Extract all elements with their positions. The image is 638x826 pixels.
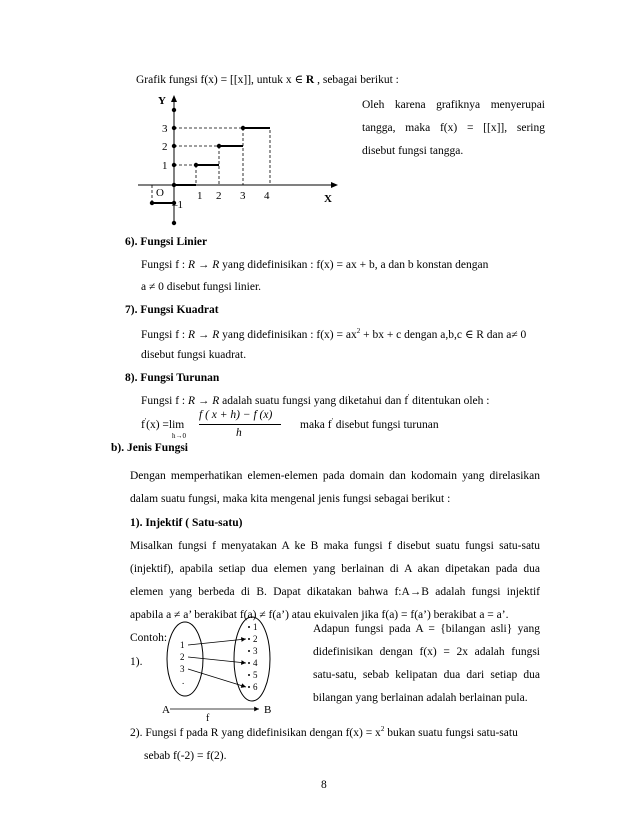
example-label: Contoh: (130, 632, 168, 644)
domain-set-A (167, 622, 203, 696)
graph-caption (136, 72, 399, 86)
function-map: R → R (187, 329, 220, 341)
linear-definition: Fungsi f : R → R yang didefinisikan : f(x) = ax + b, a dan b konstan dengan (141, 259, 489, 271)
quadratic-definition: Fungsi f : R → R yang didefinisikan : $f(x) = ax^2$ + bx + c dengan a,b,c ∈ R dan a≠ 0 (141, 327, 527, 341)
step-function-graph (130, 88, 350, 228)
codomain-element: 5 (253, 670, 258, 680)
y-tick-label: –1 (172, 199, 183, 211)
graph-note-line: disebut fungsi tangga. (362, 145, 464, 157)
codomain-element: 2 (253, 634, 258, 644)
limit-subscript: h→0 (172, 432, 186, 440)
paragraph-last-line: dalam suatu fungsi, maka kita mengenal jenis fungsi sebagai berikut : (130, 493, 451, 505)
graph-note-line: tangga, maka f(x) = [[x]], sering (362, 122, 545, 134)
derivative-definition: Fungsi f : R → R adalah suatu fungsi yang diketahui dan f' ditentukan oleh : (141, 393, 490, 407)
x-tick-label: 1 (197, 190, 203, 202)
function-label: f (206, 713, 210, 724)
fraction-bar (199, 424, 281, 425)
graph-caption-pre: Grafik fungsi f(x) = [[x]], untuk x (136, 74, 292, 86)
example-number: 1). (130, 656, 143, 668)
subsection-heading: 1). Injektif ( Satu-satu) (130, 517, 243, 529)
formula-tail: maka f' disebut fungsi turunan (300, 417, 439, 431)
section-heading: 7). Fungsi Kuadrat (125, 304, 219, 316)
set-label-A: A (162, 704, 170, 716)
x-tick-label: 2 (216, 190, 222, 202)
example-text: Adapun fungsi pada A = {bilangan asli} yang didefinisikan dengan f(x) = 2x adalah fungsi satu-satu, sebab kelipatan dua dari setiap dua (313, 623, 540, 681)
linear-definition-cont: a ≠ 0 disebut fungsi linier. (141, 281, 262, 293)
y-axis-label: Y (158, 95, 166, 107)
x-axis-label: X (324, 193, 332, 205)
x-tick-label: 4 (264, 190, 270, 202)
set-label-B: B (264, 704, 272, 716)
y-tick-label: 1 (162, 160, 168, 172)
formula-denominator: h (236, 427, 242, 439)
x-tick-label: 3 (240, 190, 246, 202)
domain-element: . (182, 676, 185, 686)
graph-caption-post: , sebagai berikut : (317, 74, 399, 86)
paragraph: Dengan memperhatikan elemen-elemen pada domain dan kodomain yang direlasikan (130, 470, 540, 482)
domain-element: 3 (180, 664, 185, 674)
codomain-set-B (234, 617, 270, 701)
y-tick-label: 3 (162, 123, 168, 135)
injective-paragraph-last: apabila a ≠ a’ berakibat f(a) ≠ f(a’) atau ekuivalen jika f(a) = f(a’) berakibat a = a’. (130, 609, 509, 621)
example-two: 2). Fungsi f pada R yang didefinisikan dengan $f(x) = x^2$ bukan suatu fungsi satu-satu (130, 725, 518, 739)
codomain-element: 1 (253, 622, 258, 632)
formula-lhs: f'(x) =lim (141, 417, 185, 431)
origin-label: O (156, 187, 164, 199)
example-text-last: bilangan yang berlainan adalah berlainan pula. (313, 692, 528, 704)
example-two-cont: sebab f(-2) = f(2). (144, 750, 227, 762)
section-heading: 6). Fungsi Linier (125, 236, 208, 248)
real-set-symbol: R (305, 74, 315, 86)
mapping-diagram (160, 614, 300, 724)
injective-paragraph: Misalkan fungsi f menyatakan A ke B maka fungsi f disebut suatu fungsi satu-satu (injektif), apabila setiap dua elemen yang berlainan di A akan dipetakan pada dua elemen yang berbeda di B. Dapat dikatakan bahwa f:A→B adalah fungsi injektif (130, 540, 540, 598)
step-segments (152, 128, 270, 203)
page-number: 8 (321, 779, 327, 791)
formula-numerator: f ( x + h) − f (x) (199, 409, 273, 421)
section-heading: b). Jenis Fungsi (111, 442, 189, 454)
function-map: R → R (187, 395, 220, 407)
domain-element: 2 (180, 652, 185, 662)
section-heading: 8). Fungsi Turunan (125, 372, 220, 384)
codomain-element: 3 (253, 646, 258, 656)
element-of-symbol: ∈ (294, 74, 304, 86)
graph-note-line: Oleh karena grafiknya menyerupai (362, 99, 545, 111)
graph-note (362, 94, 545, 140)
domain-element: 1 (180, 640, 185, 650)
y-tick-label: 2 (162, 141, 168, 153)
quadratic-definition-cont: disebut fungsi kuadrat. (141, 349, 247, 361)
codomain-element: 6 (253, 682, 258, 692)
codomain-element: 4 (253, 658, 258, 668)
function-map: R → R (187, 259, 220, 271)
derivative-formula (141, 408, 441, 444)
